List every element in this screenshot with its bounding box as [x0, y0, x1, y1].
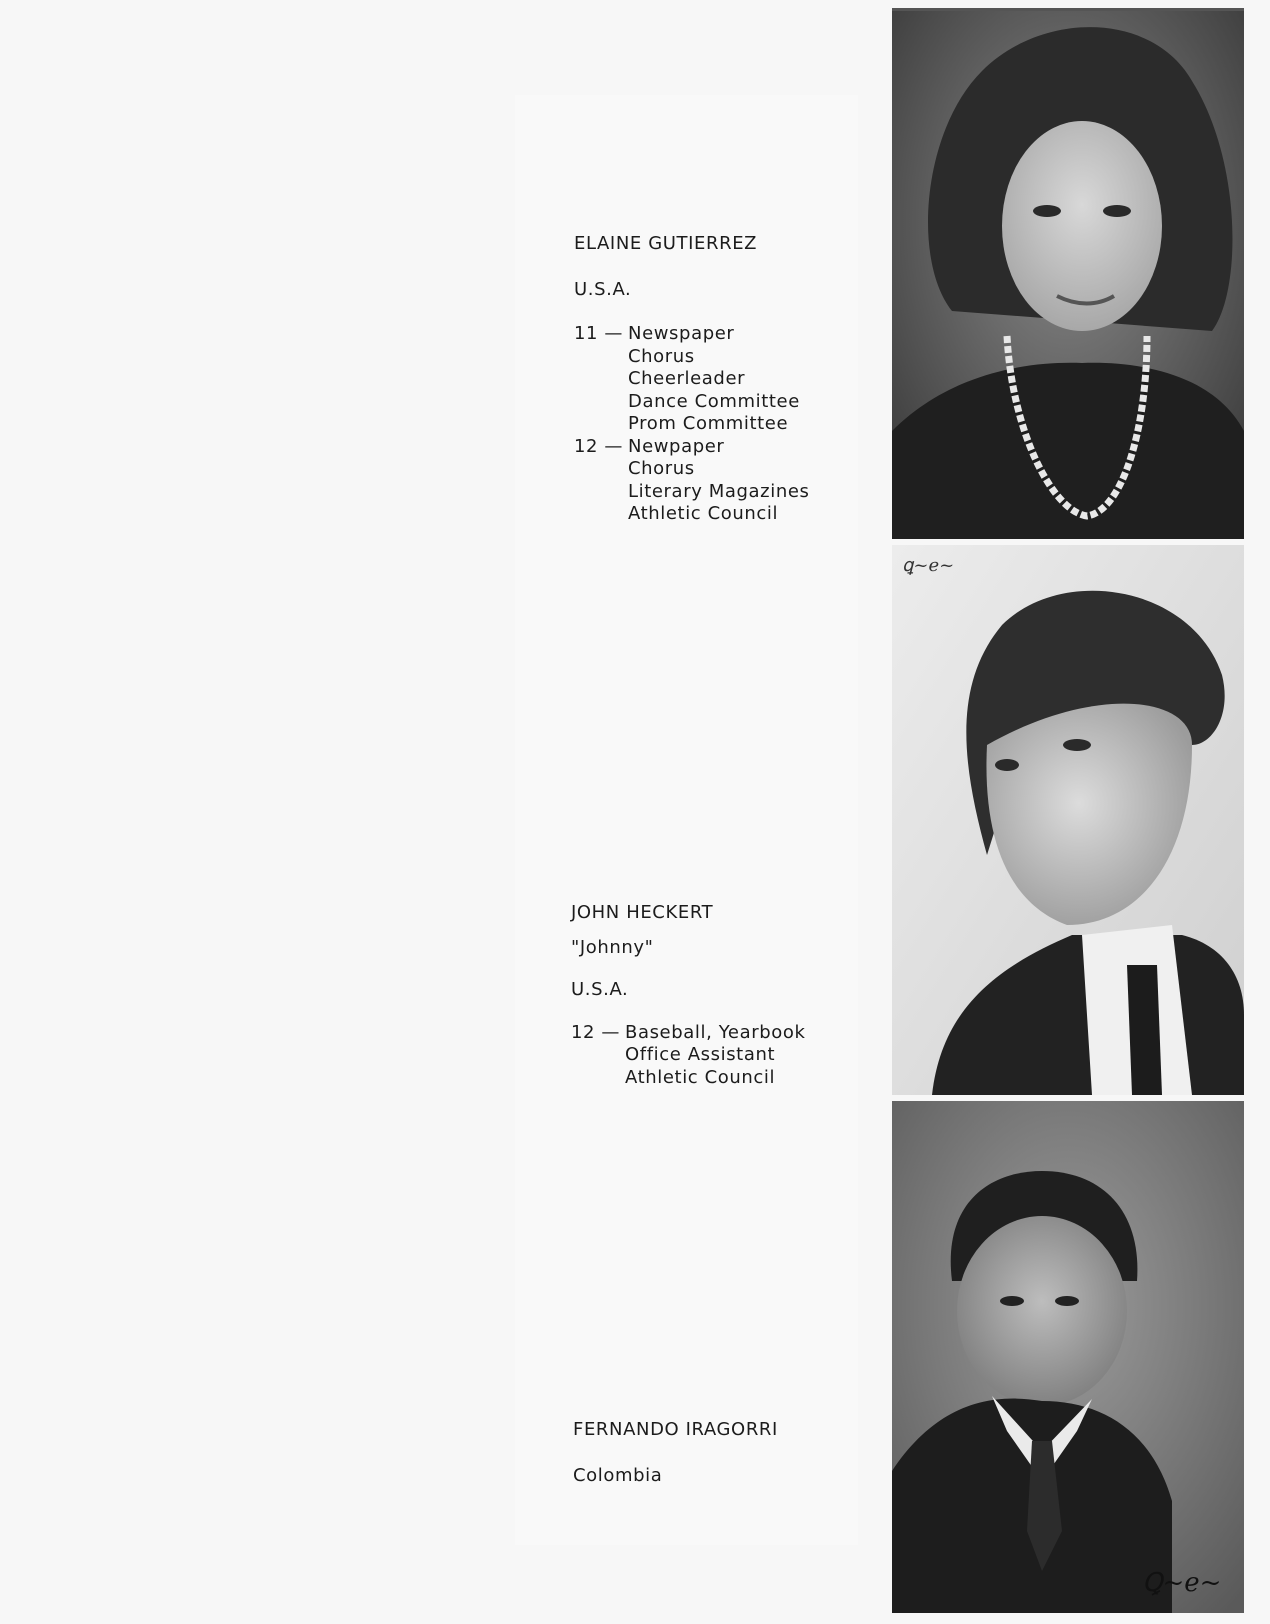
- activity-item: Chorus: [628, 345, 695, 367]
- photo-fernando-iragorri: [892, 1101, 1244, 1613]
- activity-item: Chorus: [628, 458, 695, 479]
- portrait-image: [892, 545, 1244, 1095]
- grade-label: 12 —: [571, 1021, 621, 1043]
- activity-item: Athletic Council: [628, 503, 779, 524]
- student-country: U.S.A.: [571, 979, 629, 1000]
- activity-list: [571, 1022, 806, 1090]
- activity-grade-row: [571, 1022, 806, 1090]
- activity-item: Newpaper: [628, 435, 725, 457]
- student-nickname: "Johnny": [571, 936, 654, 958]
- photo-elaine-gutierrez: [892, 11, 1244, 539]
- activity-item: Baseball, Yearbook: [625, 1021, 806, 1043]
- student-entry-john: [571, 902, 806, 1089]
- student-country: U.S.A.: [574, 278, 632, 300]
- activity-grade-row: [574, 323, 810, 436]
- student-name: ELAINE GUTIERREZ: [574, 233, 758, 254]
- grade-label: 12 —: [574, 435, 624, 457]
- activity-item: Cheerleader: [628, 368, 746, 389]
- activity-list: [574, 323, 810, 526]
- activity-item: Office Assistant: [625, 1044, 776, 1065]
- portrait-image: [892, 1101, 1244, 1613]
- photo-john-heckert: [892, 545, 1244, 1095]
- activity-item: Prom Committee: [628, 413, 789, 434]
- portrait-image: [892, 11, 1244, 539]
- signature-mark: Ꝗ~e~: [1142, 1568, 1222, 1598]
- activity-item: Dance Committee: [628, 390, 800, 412]
- student-entry-fernando: [573, 1419, 778, 1487]
- activity-item: Literary Magazines: [628, 480, 810, 502]
- activity-item: Athletic Council: [625, 1066, 776, 1088]
- student-country: Colombia: [573, 1464, 663, 1486]
- activity-grade-row: [574, 436, 810, 526]
- student-name: FERNANDO IRAGORRI: [573, 1419, 778, 1440]
- student-name: JOHN HECKERT: [571, 902, 714, 923]
- grade-label: 11 —: [574, 323, 624, 344]
- signature-mark: ꝗ~e~: [902, 555, 955, 576]
- student-entry-elaine: [574, 233, 810, 526]
- activity-item: Newspaper: [628, 323, 735, 344]
